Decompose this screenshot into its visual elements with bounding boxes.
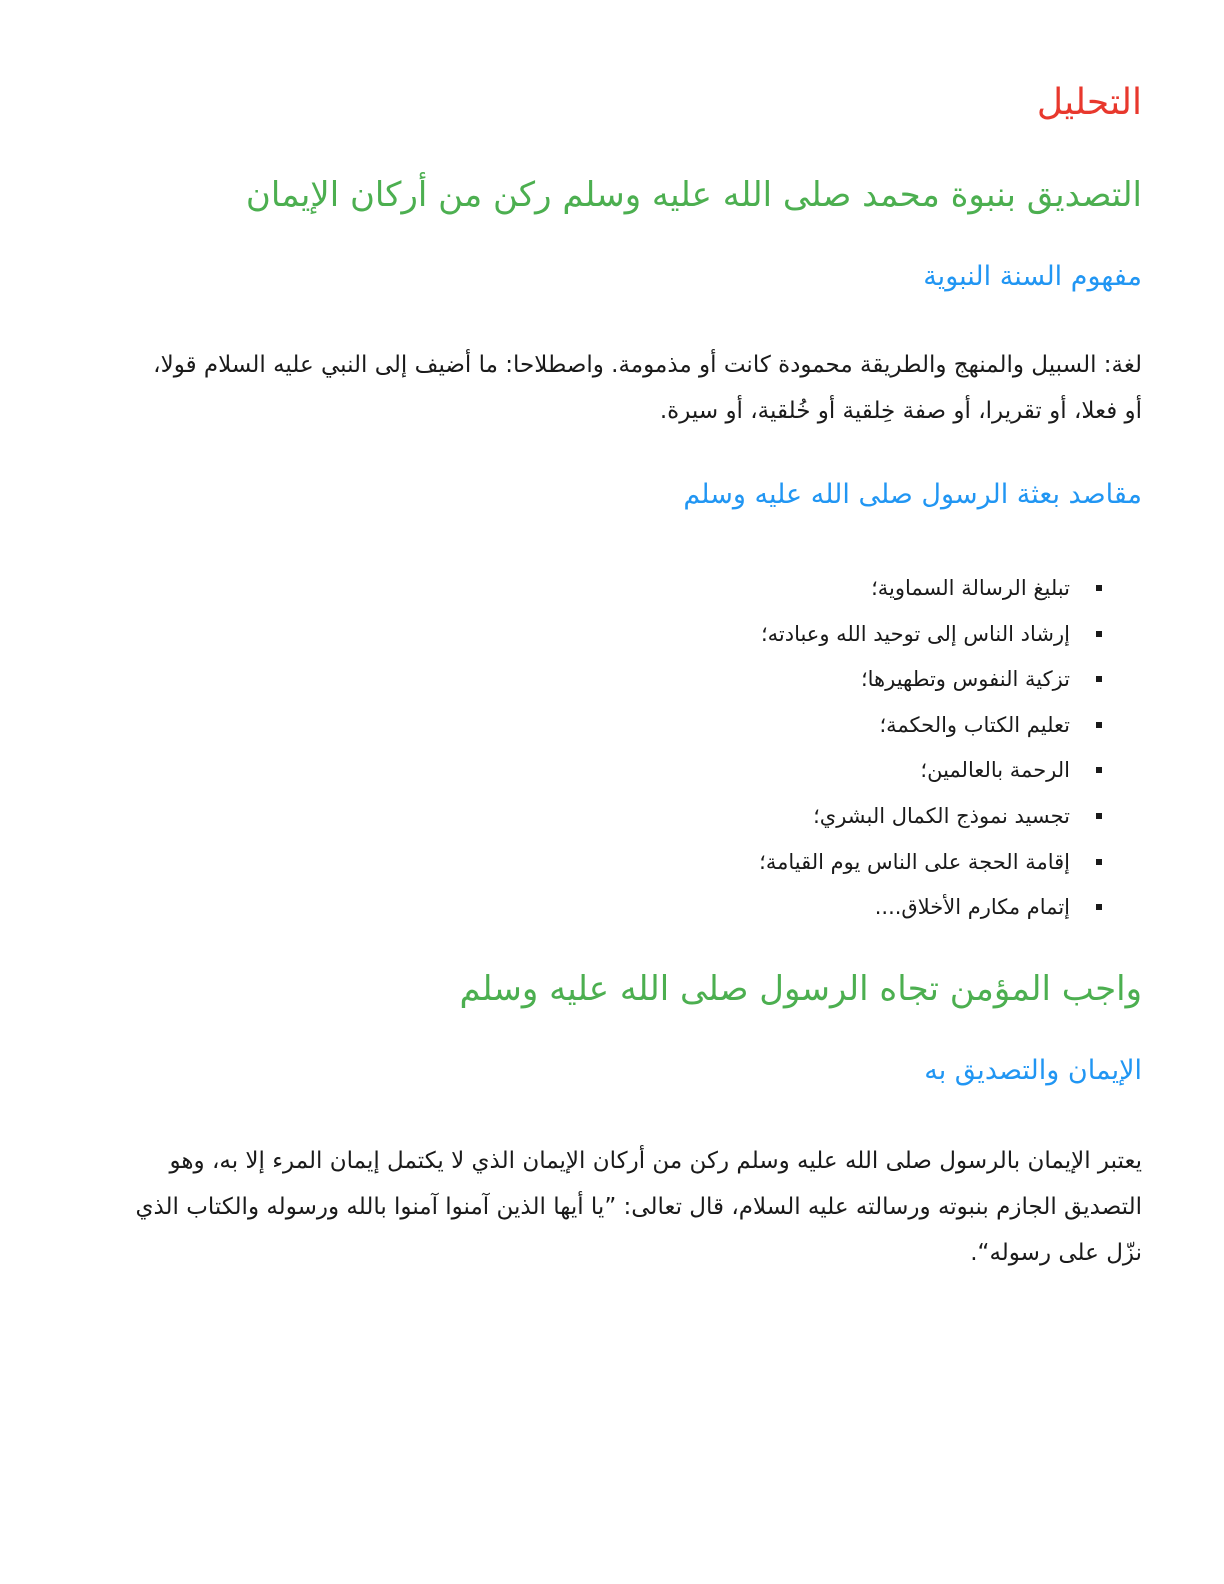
list-item: إقامة الحجة على الناس يوم القيامة؛	[759, 840, 1070, 886]
faith-paragraph	[100, 1138, 1142, 1276]
bullet-square-icon	[1096, 676, 1102, 682]
heading-prophethood: التصديق بنبوة محمد صلى الله عليه وسلم ركن من أركان الإيمان	[245, 175, 1142, 215]
list-item: الرحمة بالعالمين؛	[759, 748, 1070, 794]
list-item: إتمام مكارم الأخلاق....	[759, 885, 1070, 931]
heading-mission-goals: مقاصد بعثة الرسول صلى الله عليه وسلم	[683, 479, 1142, 510]
faith-paragraph-line-3: نزّل على رسوله“.	[970, 1240, 1142, 1266]
concept-paragraph	[100, 342, 1142, 434]
bullet-square-icon	[1096, 859, 1102, 865]
bullet-square-icon	[1096, 813, 1102, 819]
faith-paragraph-line-2: التصديق الجازم بنبوته ورسالته عليه السلام، قال تعالى: ”يا أيها الذين آمنوا آمنوا بالله ورسوله والكتاب الذي	[135, 1194, 1142, 1220]
goals-list	[759, 566, 1070, 931]
bullet-square-icon	[1096, 722, 1102, 728]
heading-believer-duty: واجب المؤمن تجاه الرسول صلى الله عليه وسلم	[459, 969, 1142, 1009]
list-item: إرشاد الناس إلى توحيد الله وعبادته؛	[759, 612, 1070, 658]
heading-sunnah-concept: مفهوم السنة النبوية	[923, 261, 1142, 292]
bullet-square-icon	[1096, 631, 1102, 637]
list-item: تجسيد نموذج الكمال البشري؛	[759, 794, 1070, 840]
concept-paragraph-line-2: أو فعلا، أو تقريرا، أو صفة خِلقية أو خُلقية، أو سيرة.	[659, 398, 1142, 424]
bullet-square-icon	[1096, 904, 1102, 910]
list-item: تزكية النفوس وتطهيرها؛	[759, 657, 1070, 703]
list-item: تبليغ الرسالة السماوية؛	[759, 566, 1070, 612]
bullet-square-icon	[1096, 767, 1102, 773]
section-label: التحليل	[1036, 82, 1142, 123]
heading-faith-belief: الإيمان والتصديق به	[924, 1055, 1142, 1086]
list-item: تعليم الكتاب والحكمة؛	[759, 703, 1070, 749]
bullet-square-icon	[1096, 585, 1102, 591]
concept-paragraph-line-1: لغة: السبيل والمنهج والطريقة محمودة كانت أو مذمومة. واصطلاحا: ما أضيف إلى النبي عليه السلام قولا،	[153, 352, 1142, 378]
faith-paragraph-line-1: يعتبر الإيمان بالرسول صلى الله عليه وسلم ركن من أركان الإيمان الذي لا يكتمل إيمان المرء إلا به، وهو	[169, 1148, 1142, 1174]
